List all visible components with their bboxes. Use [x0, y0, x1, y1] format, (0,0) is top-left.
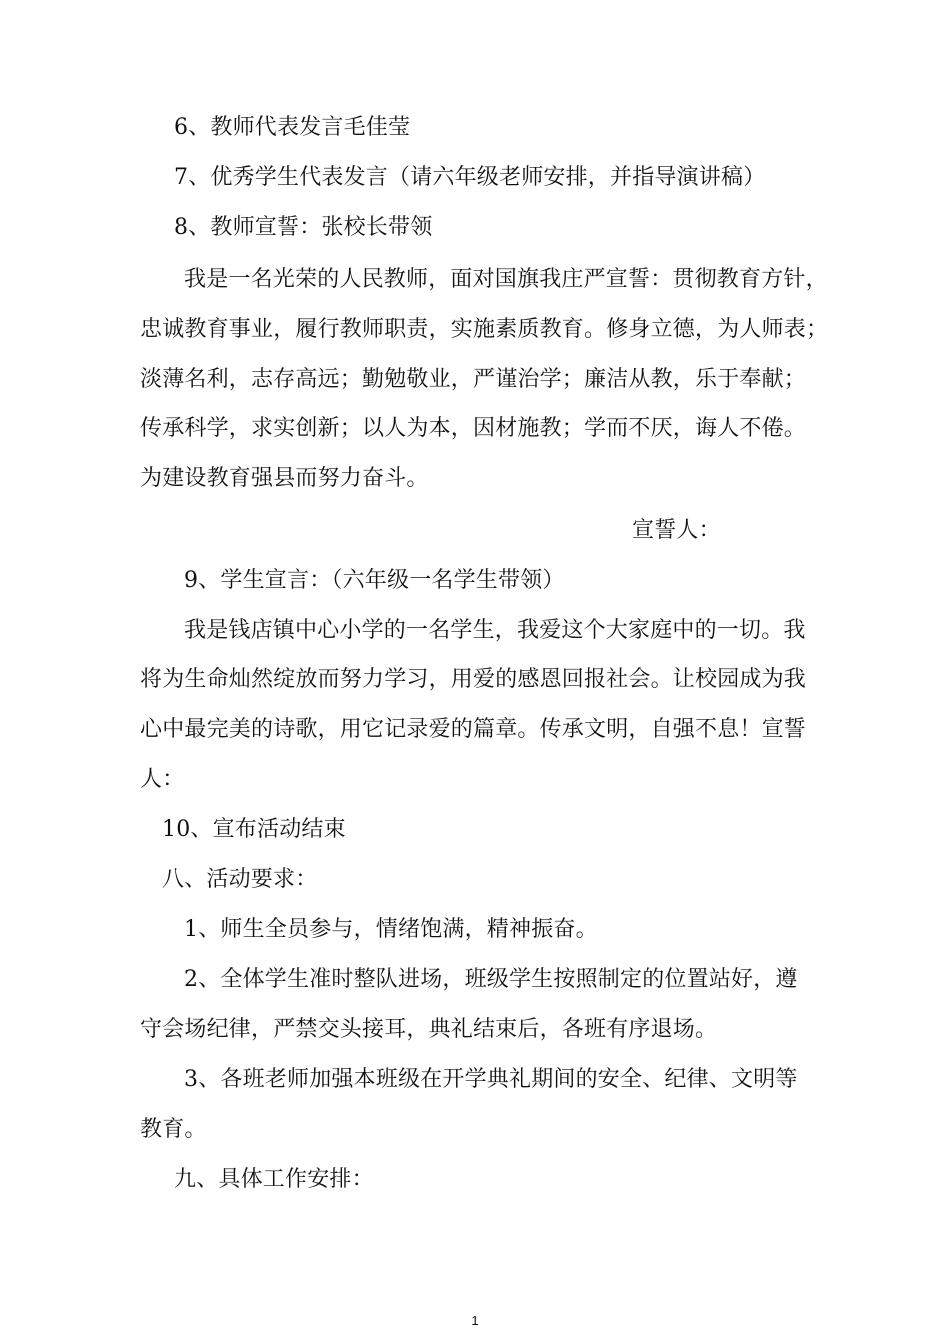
requirement-2-line-1: 2、全体学生准时整队进场，班级学生按照制定的位置站好，遵: [184, 967, 798, 992]
student-declaration-line-2: 将为生命灿然绽放而努力学习，用爱的感恩回报社会。让校园成为我: [140, 667, 807, 692]
student-declaration-line-3: 心中最完美的诗歌，用它记录爱的篇章。传承文明，自强不息！宣誓: [140, 717, 807, 742]
teacher-oath-line-3: 淡薄名利，志存高远；勤勉敬业，严谨治学；廉洁从教，乐于奉献；: [140, 367, 807, 392]
teacher-oath-line-5: 为建设教育强县而努力奋斗。: [140, 466, 429, 491]
teacher-oath-line-2: 忠诚教育事业，履行教师职责，实施素质教育。修身立德，为人师表；: [140, 317, 829, 342]
student-declaration-line-1: 我是钱店镇中心小学的一名学生，我爱这个大家庭中的一切。我: [184, 618, 806, 643]
teacher-oath-line-1: 我是一名光荣的人民教师，面对国旗我庄严宣誓：贯彻教育方针，: [184, 267, 828, 292]
section-9-heading: 九、具体工作安排：: [174, 1167, 374, 1192]
teacher-oath-signature: 宣誓人：: [632, 518, 721, 543]
requirement-2-line-2: 守会场纪律，严禁交头接耳，典礼结束后，各班有序退场。: [140, 1017, 718, 1042]
teacher-oath-line-4: 传承科学，求实创新；以人为本，因材施教；学而不厌，诲人不倦。: [140, 416, 807, 441]
item-8-teacher-oath: 8、教师宣誓：张校长带领: [174, 215, 433, 240]
requirement-3-line-2: 教育。: [140, 1117, 207, 1142]
item-7-student-speech: 7、优秀学生代表发言（请六年级老师安排，并指导演讲稿）: [174, 165, 766, 190]
item-9-student-declaration: 9、学生宣言：（六年级一名学生带领）: [184, 568, 565, 593]
page-number: 1: [471, 1313, 479, 1328]
item-10-closing: 10、宣布活动结束: [162, 817, 346, 842]
section-8-heading: 八、活动要求：: [162, 867, 318, 892]
requirement-1: 1、师生全员参与，情绪饱满，精神振奋。: [184, 917, 598, 942]
requirement-3-line-1: 3、各班老师加强本班级在开学典礼期间的安全、纪律、文明等: [184, 1067, 798, 1092]
item-6-teacher-speech: 6、教师代表发言毛佳莹: [174, 115, 411, 140]
student-declaration-line-4: 人：: [140, 767, 185, 792]
